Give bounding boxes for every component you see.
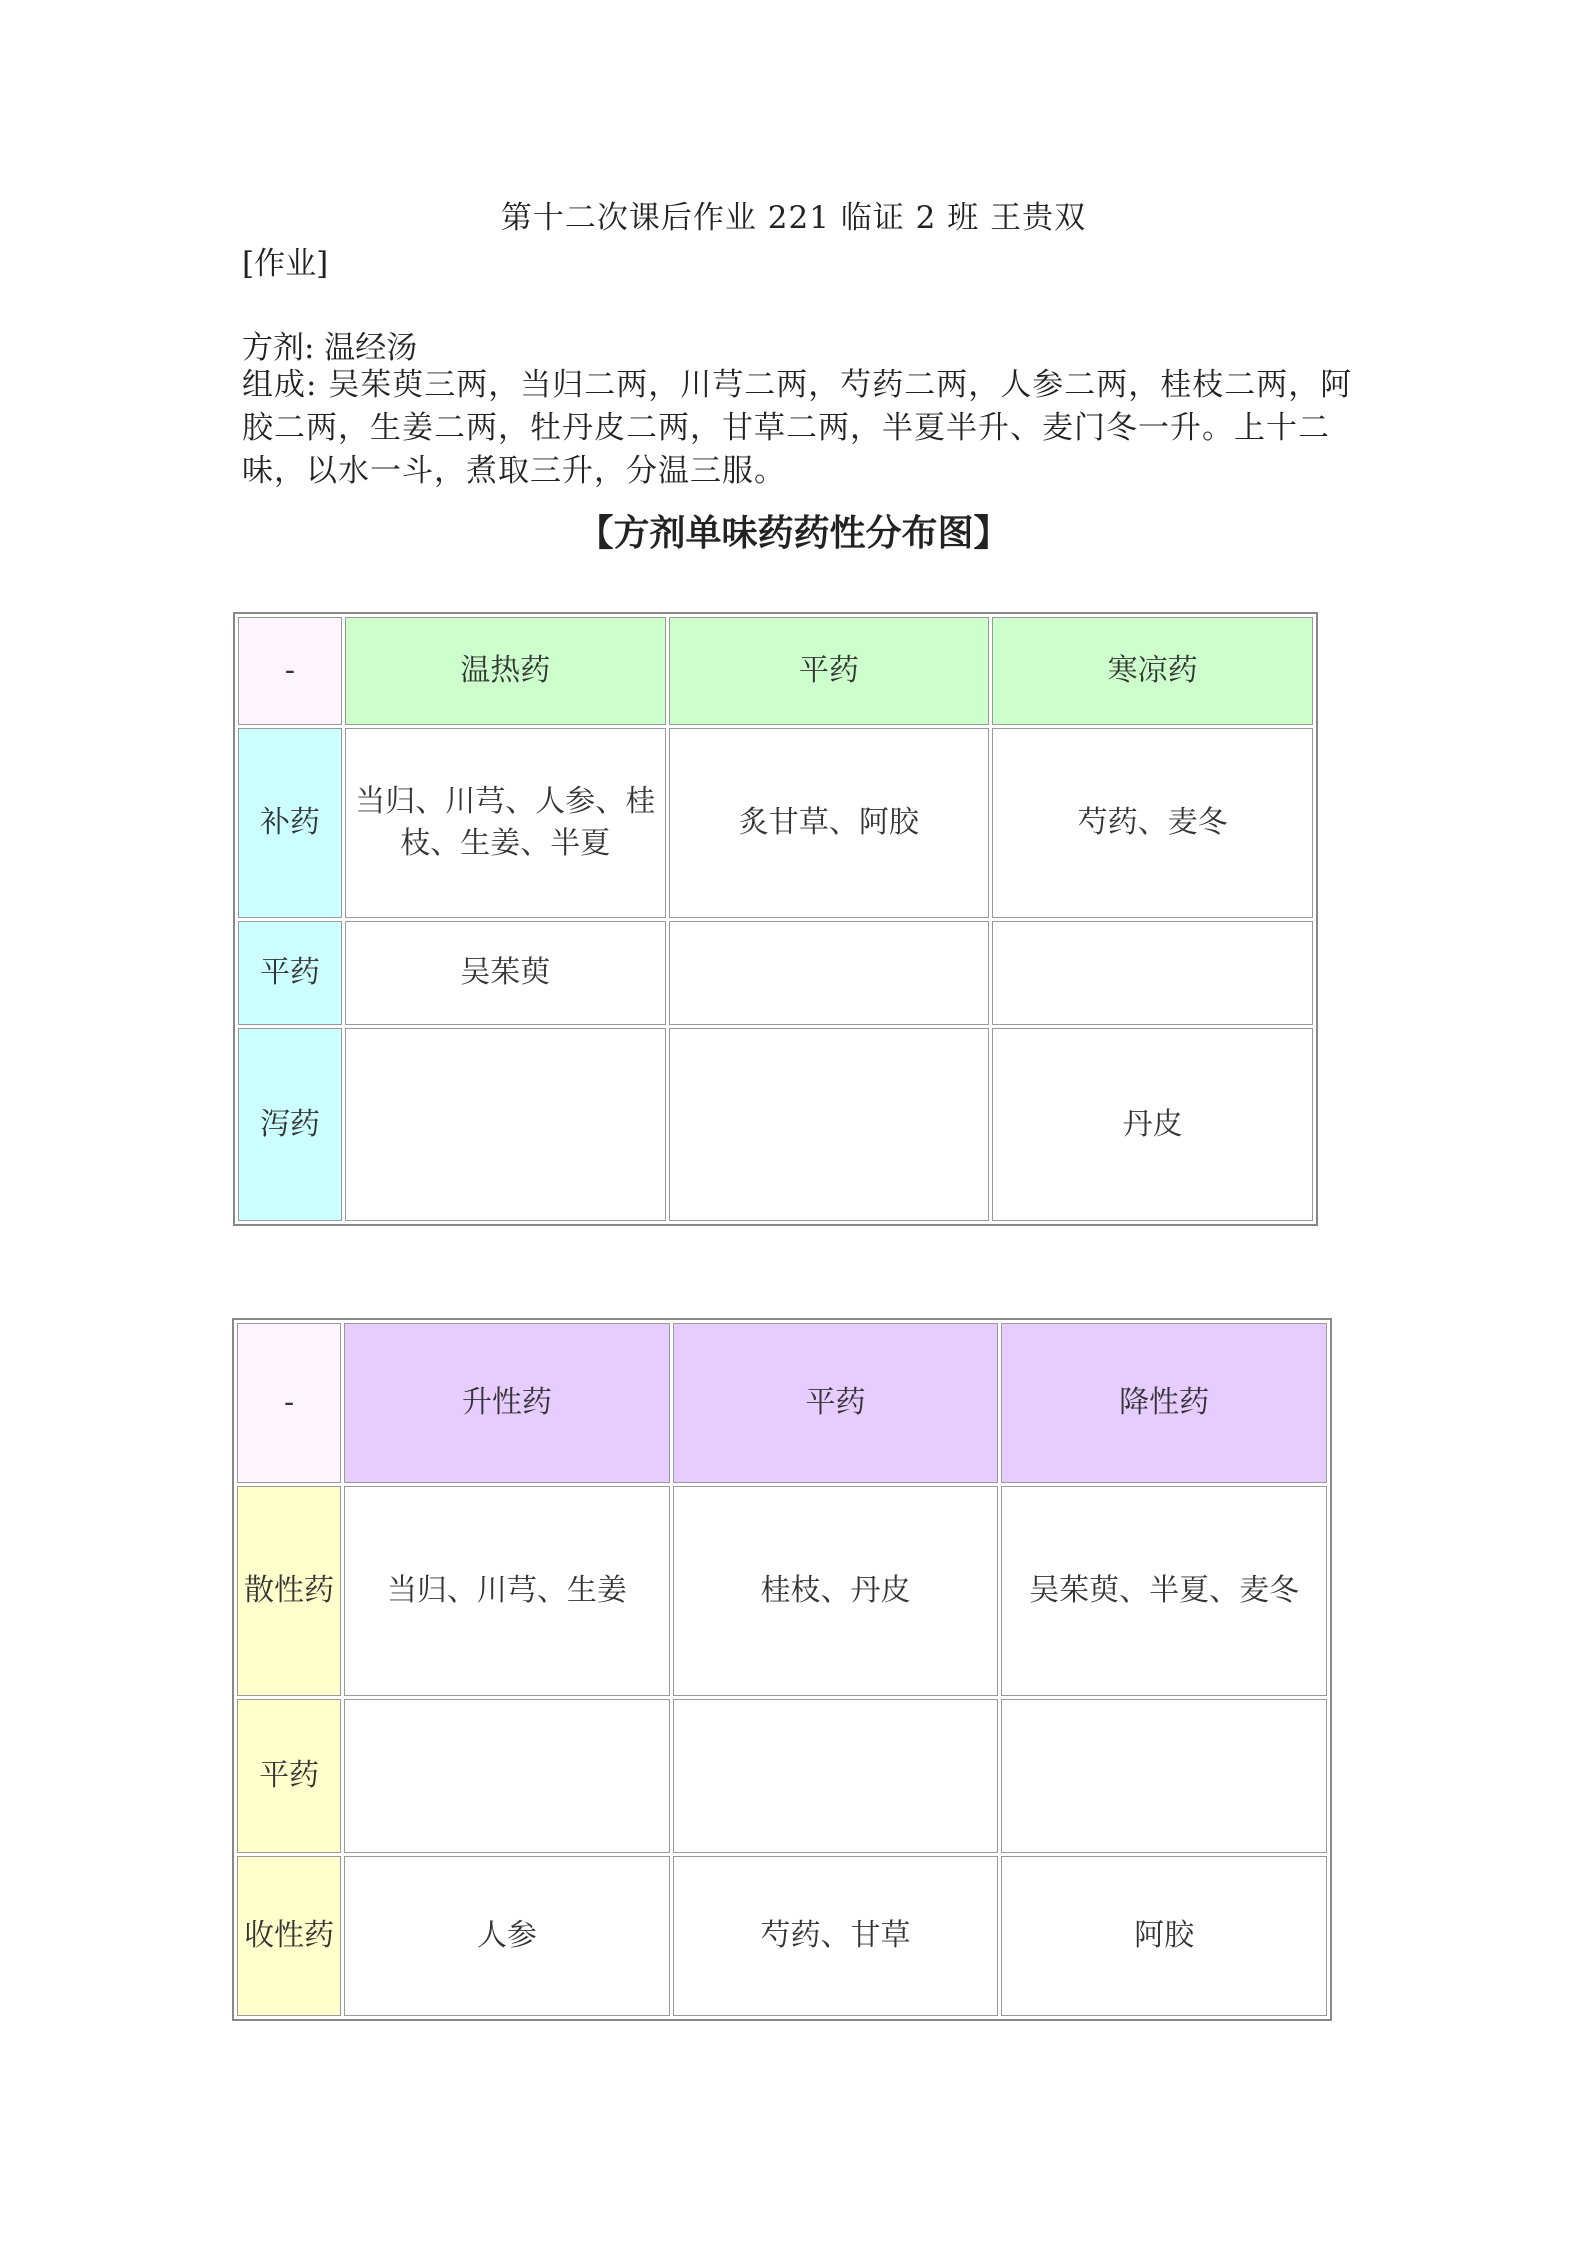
table-row [238, 728, 1313, 918]
page-title: 第十二次课后作业 221 临证 2 班 王贵双 [500, 200, 1087, 236]
row-header-neutral: 平药 [238, 921, 342, 1025]
row-header-purge: 泻药 [238, 1028, 342, 1221]
property-table-temperature [233, 612, 1318, 1226]
column-header-cold: 寒凉药 [992, 617, 1313, 725]
table-row [238, 921, 1313, 1025]
column-header-warm: 温热药 [345, 617, 666, 725]
formula-name: 方剂: 温经汤 [242, 330, 418, 366]
table-header-row [238, 617, 1313, 725]
row-header-neutral: 平药 [237, 1699, 341, 1853]
formula-composition: 组成: 吴茱萸三两，当归二两，川芎二两，芍药二两，人参二两，桂枝二两，阿胶二两，生姜二两，牡丹皮二两，甘草二两，半夏半升、麦门冬一升。上十二味，以水一斗，煮取三升，分温三服。 [242, 367, 1353, 489]
table-corner-cell: - [237, 1323, 341, 1483]
column-header-descending: 降性药 [1001, 1323, 1327, 1483]
homework-tag: [作业] [242, 246, 329, 282]
table-cell: 阿胶 [1001, 1856, 1327, 2016]
table-cell [673, 1699, 999, 1853]
table-cell: 当归、川芎、生姜 [344, 1486, 670, 1696]
table-cell [992, 921, 1313, 1025]
table-cell [345, 1028, 666, 1221]
table-cell: 人参 [344, 1856, 670, 2016]
table-cell: 炙甘草、阿胶 [669, 728, 990, 918]
property-table-direction [232, 1318, 1332, 2021]
row-header-tonify: 补药 [238, 728, 342, 918]
table-cell [669, 921, 990, 1025]
column-header-neutral: 平药 [669, 617, 990, 725]
table-cell [669, 1028, 990, 1221]
row-header-dispersing: 散性药 [237, 1486, 341, 1696]
table-header-row [237, 1323, 1327, 1483]
row-header-astringing: 收性药 [237, 1856, 341, 2016]
table-cell [1001, 1699, 1327, 1853]
table-row [237, 1699, 1327, 1853]
table-corner-cell: - [238, 617, 342, 725]
table-cell: 桂枝、丹皮 [673, 1486, 999, 1696]
table-cell: 丹皮 [992, 1028, 1313, 1221]
table-row [237, 1486, 1327, 1696]
table-cell: 当归、川芎、人参、桂枝、生姜、半夏 [345, 728, 666, 918]
column-header-neutral: 平药 [673, 1323, 999, 1483]
table-row [237, 1856, 1327, 2016]
table-cell [344, 1699, 670, 1853]
table-cell: 芍药、甘草 [673, 1856, 999, 2016]
table-row [238, 1028, 1313, 1221]
section-heading: 【方剂单味药药性分布图】 [577, 513, 1010, 554]
table-cell: 吴茱萸、半夏、麦冬 [1001, 1486, 1327, 1696]
column-header-ascending: 升性药 [344, 1323, 670, 1483]
table-cell: 芍药、麦冬 [992, 728, 1313, 918]
table-cell: 吴茱萸 [345, 921, 666, 1025]
